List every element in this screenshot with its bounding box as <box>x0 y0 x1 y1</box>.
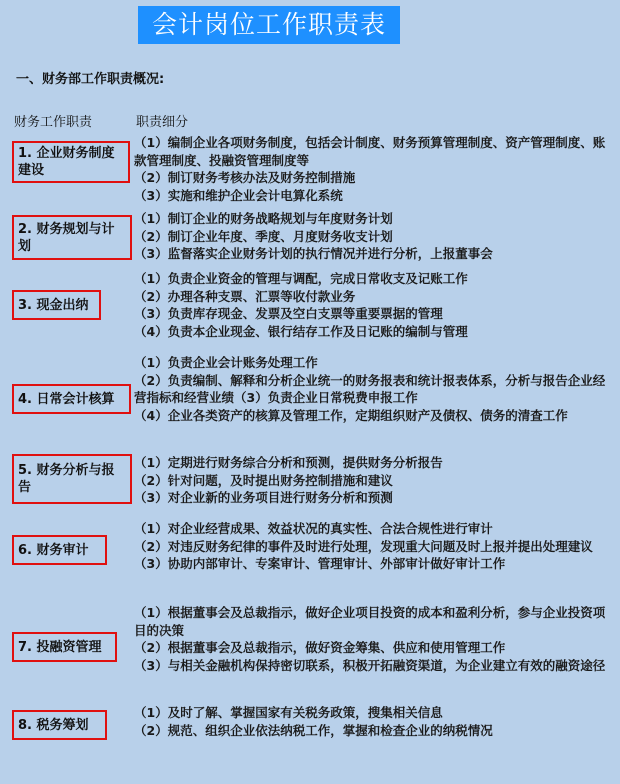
duty-label: 3. 现金出纳 <box>12 290 101 320</box>
duty-detail-line: （1）编制企业各项财务制度，包括会计制度、财务预算管理制度、资产管理制度、账款管理制度、投融资管理制度等 <box>134 135 606 168</box>
duty-detail-line: （3）实施和维护企业会计电算化系统 <box>134 187 343 203</box>
duty-label: 8. 税务筹划 <box>12 710 107 740</box>
duty-detail-line: （1）负责企业会计账务处理工作 <box>134 355 318 370</box>
duty-detail-line: （3）监督落实企业财务计划的执行情况并进行分析，上报董事会 <box>134 246 493 261</box>
duty-detail-line: （1）根据董事会及总裁指示，做好企业项目投资的成本和盈利分析，参与企业投资项目的决策 <box>134 605 606 638</box>
duty-row-7 <box>0 604 620 704</box>
duty-row-4 <box>0 354 620 454</box>
duty-detail-line: （2）制订财务考核办法及财务控制措施 <box>134 170 356 185</box>
duty-detail-line: （2）办理各种支票、汇票等收付款业务 <box>134 288 356 304</box>
duty-detail-line: （1）制订企业的财务战略规划与年度财务计划 <box>134 211 393 226</box>
duty-detail-line: （1）定期进行财务综合分析和预测，提供财务分析报告 <box>134 455 443 470</box>
duty-detail-line: （1）负责企业资金的管理与调配，完成日常收支及记账工作 <box>134 271 468 286</box>
duty-row-8 <box>0 704 620 754</box>
duty-detail-line: （2）针对问题，及时提出财务控制措施和建议 <box>134 472 393 488</box>
duty-detail-line: （3）协助内部审计、专案审计、管理审计、外部审计做好审计工作 <box>134 556 506 571</box>
duty-detail-line: （3）与相关金融机构保持密切联系，积极开拓融资渠道，为企业建立有效的融资途径 <box>134 657 606 673</box>
duty-detail-line: （2）对违反财务纪律的事件及时进行处理，发现重大问题及时上报并提出处理建议 <box>134 538 593 554</box>
duty-detail-line: （4）负责本企业现金、银行结存工作及日记账的编制与管理 <box>134 323 468 339</box>
duty-label: 5. 财务分析与报告 <box>12 454 132 504</box>
duty-detail-line: （3）对企业新的业务项目进行财务分析和预测 <box>134 490 393 505</box>
column-header-duty: 财务工作职责 <box>14 115 93 130</box>
duty-row-6 <box>0 520 620 604</box>
duty-detail-line: （1）对企业经营成果、效益状况的真实性、合法合规性进行审计 <box>134 521 493 536</box>
duty-detail-line: （2）负责编制、解释和分析企业统一的财务报表和统计报表体系，分析与报告企业经营指标和经营业绩（3）负责企业日常税费申报工作 <box>134 372 606 405</box>
duty-row-2 <box>0 210 620 270</box>
duty-row-3 <box>0 270 620 354</box>
duty-detail-line: （2）根据董事会及总裁指示，做好资金筹集、供应和使用管理工作 <box>134 640 506 655</box>
duty-label: 7. 投融资管理 <box>12 632 117 662</box>
duty-row-5 <box>0 454 620 520</box>
duty-detail-line: （2）规范、组织企业依法纳税工作，掌握和检查企业的纳税情况 <box>134 722 493 738</box>
duty-detail-line: （2）制订企业年度、季度、月度财务收支计划 <box>134 228 393 244</box>
duty-detail-line: （1）及时了解、掌握国家有关税务政策，搜集相关信息 <box>134 705 443 720</box>
duty-label: 2. 财务规划与计划 <box>12 215 132 260</box>
page-title: 会计岗位工作职责表 <box>138 6 400 44</box>
column-header-detail: 职责细分 <box>136 115 189 130</box>
duty-detail-line: （4）企业各类资产的核算及管理工作，定期组织财产及债权、债务的清查工作 <box>134 407 568 423</box>
duty-label: 1. 企业财务制度建设 <box>12 141 130 183</box>
duty-row-1 <box>0 134 620 210</box>
duty-label: 6. 财务审计 <box>12 535 107 565</box>
section-heading: 一、财务部工作职责概况: <box>16 72 165 87</box>
duty-label: 4. 日常会计核算 <box>12 384 131 414</box>
duty-table <box>0 134 620 754</box>
duty-detail-line: （3）负责库存现金、发票及空白支票等重要票据的管理 <box>134 306 443 321</box>
